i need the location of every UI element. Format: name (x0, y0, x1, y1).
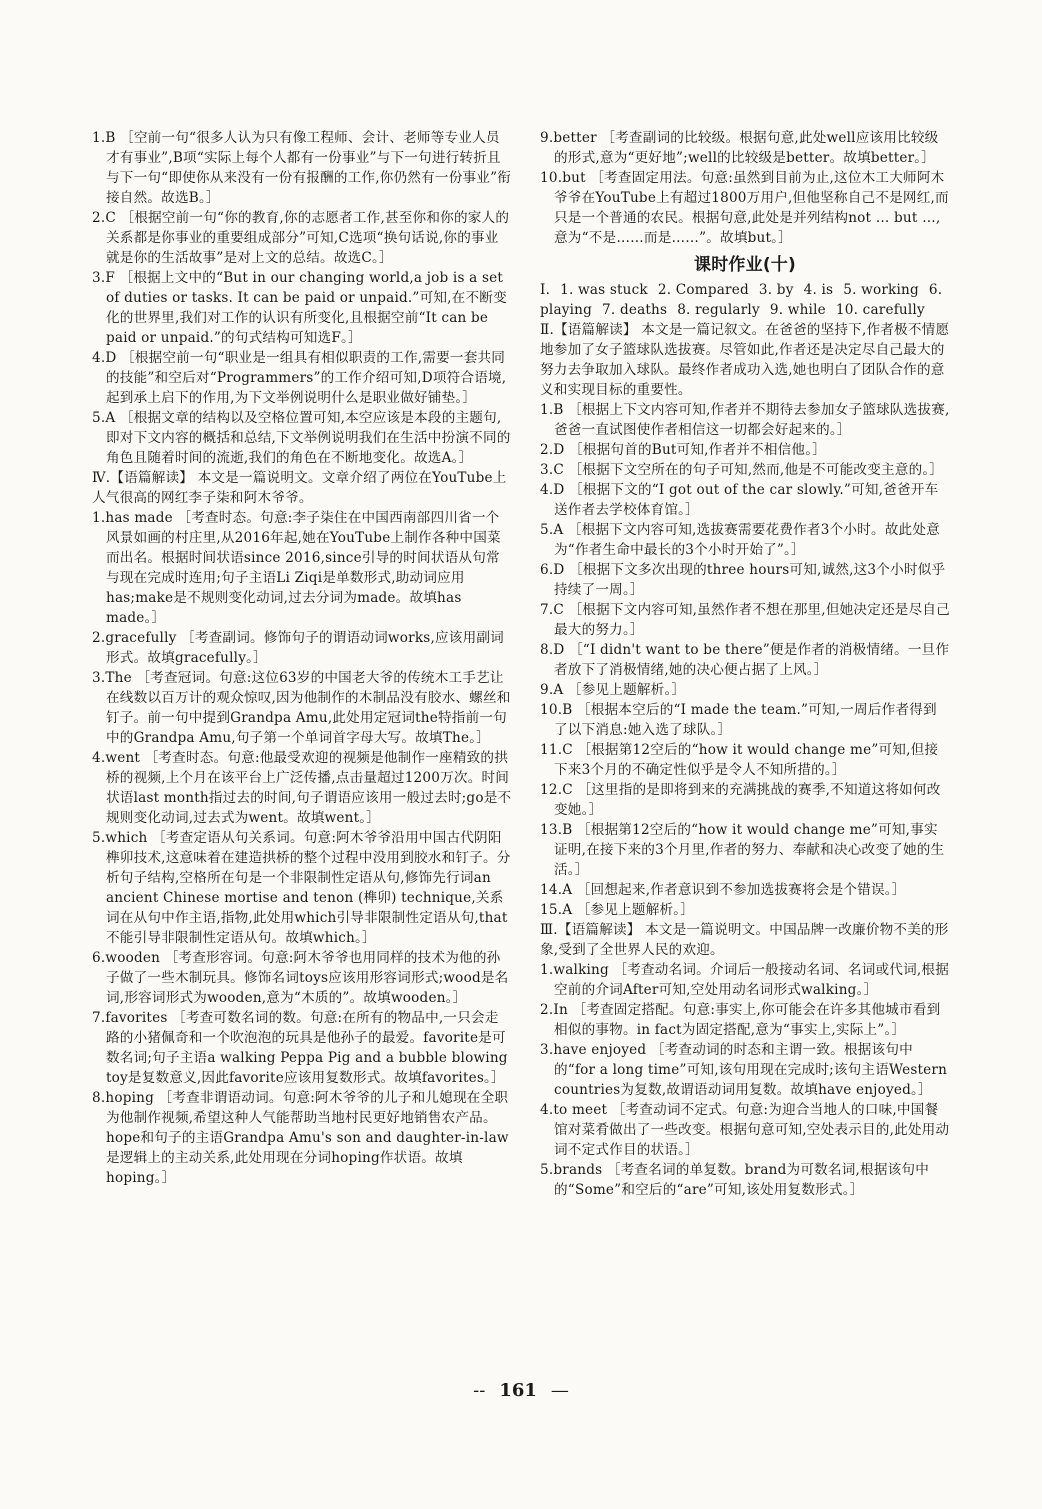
item-number: 2. (92, 210, 106, 226)
item-number: 3. (92, 270, 106, 286)
item-text: 【语篇解读】 本文是一篇记叙文。在爸爸的坚持下,作者极不情愿地参加了女子篮球队选拔赛。尽管如此,作者还是决定尽自己最大的努力去争取加入球队。最终作者成功入选,她也明白了团队合作的意义和实现目标的重要性。 (540, 322, 950, 398)
item-text: have enjoyed ［考查动词的时态和主谓一致。根据该句中的“for a long time”可知,该句用现在完成时;该句主语Western countries为复数,故谓语动词用复数。故填have enjoyed。］ (553, 1042, 948, 1098)
answer-item (92, 828, 512, 948)
item-number: 5. (540, 522, 554, 538)
item-text: C ［根据第12空后的“how it would change me”可知,但接下来3个月的不确定性似乎是令人不知所措的。］ (554, 742, 939, 778)
answer-item (92, 668, 512, 748)
item-text: which ［考查定语从句关系词。句意:阿木爷爷沿用中国古代阴阳榫卯技术,这意味着在建造拱桥的整个过程中没用到胶水和钉子。分析句子结构,空格所在句是一个非限制性定语从句,修饰先行词an ancient Chinese mortise and tenon (榫卯) technique,关系词在从句中作主语,指物,此处用which引导非限制性定语从句,that不能引导非限制性定语从句。故填which。］ (105, 830, 511, 946)
item-number: 6. (92, 950, 106, 966)
page-number-value: 161 (499, 1380, 537, 1401)
answer-item (92, 408, 512, 468)
item-text: B ［根据上下文内容可知,作者并不期待去参加女子篮球队选拔赛,爸爸一直试图使作者相信这一切都会好起来的。］ (553, 402, 950, 438)
answer-item (540, 400, 950, 440)
answer-item (540, 520, 950, 560)
item-number: 3. (92, 670, 106, 686)
answer-word: 8. regularly (677, 302, 760, 318)
passage-intro (540, 920, 950, 960)
answer-word: 10. carefully (835, 302, 925, 318)
answer-item (540, 1000, 950, 1040)
item-number: 3. (540, 462, 554, 478)
item-text: A ［参见上题解析。］ (562, 902, 695, 918)
answer-item (92, 348, 512, 408)
item-number: 15. (540, 902, 563, 918)
item-text: D ［“I didn't want to be there”便是作者的消极情绪。一旦作者放下了消极情绪,她的决心便占据了上风。］ (553, 642, 950, 678)
item-number: 2. (92, 630, 106, 646)
answer-item (92, 268, 512, 348)
item-text: 【语篇解读】 本文是一篇说明文。文章介绍了两位在YouTube上人气很高的网红李子柒和阿木爷爷。 (92, 470, 507, 506)
answer-word: 1. was stuck (560, 282, 648, 298)
answer-item (540, 1040, 950, 1100)
item-number: 4. (92, 750, 106, 766)
item-number: 10. (540, 702, 563, 718)
answer-item (92, 208, 512, 268)
item-number: Ⅳ. (92, 470, 111, 486)
answer-item (540, 960, 950, 1000)
item-number: 5. (92, 830, 106, 846)
item-text: B ［根据本空后的“I made the team.”可知,一周后作者得到了以下消息:她入选了球队。］ (554, 702, 937, 738)
answer-item (540, 700, 950, 740)
item-text: D ［根据下文的“I got out of the car slowly.”可知,爸爸开车送作者去学校体育馆。］ (553, 482, 939, 518)
answer-item (540, 1100, 950, 1160)
item-text: C ［根据空前一句“你的教育,你的志愿者工作,甚至你和你的家人的关系都是你事业的重要组成部分”可知,C选项“换句话说,你的事业就是你的生活故事”是对上文的总结。故选C。］ (105, 210, 510, 266)
item-text: D ［根据空前一句“职业是一组具有相似职责的工作,需要一套共同的技能”和空后对“Programmers”的工作介绍可知,D项符合语境,起到承上启下的作用,为下文举例说明什么是职业做好铺垫。］ (105, 350, 507, 406)
item-number: 1. (540, 962, 554, 978)
item-text: gracefully ［考查副词。修饰句子的谓语动词works,应该用副词形式。故填gracefully。］ (105, 630, 504, 666)
item-text: 【语篇解读】 本文是一篇说明文。中国品牌一改廉价物不美的形象,受到了全世界人民的欢迎。 (540, 922, 949, 958)
item-text: A ［回想起来,作者意识到不参加选拔赛将会是个错误。］ (562, 882, 906, 898)
item-number: 1. (92, 130, 106, 146)
answer-item (92, 948, 512, 1008)
answer-item (540, 168, 950, 248)
answer-item (540, 600, 950, 640)
item-number: 12. (540, 782, 563, 798)
item-text: C ［这里指的是即将到来的充满挑战的赛季,不知道这将如何改变她。］ (554, 782, 941, 818)
item-text: but ［考查固定用法。句意:虽然到目前为止,这位木工大师阿木爷爷在YouTube上有超过1800万用户,但他坚称自己不是网红,而只是一个普通的农民。根据句意,此处是并列结构not … but …,意为“不是……而是……”。故填but。］ (554, 170, 949, 246)
right-column (540, 128, 950, 1200)
answer-item (540, 740, 950, 780)
answer-item (540, 460, 950, 480)
answer-item (92, 1088, 512, 1188)
item-text: A ［参见上题解析。］ (553, 682, 686, 698)
item-number: 11. (540, 742, 563, 758)
answers-roman: Ⅰ. (540, 282, 551, 298)
item-number: 14. (540, 882, 563, 898)
item-number: 2. (540, 1002, 554, 1018)
item-text: In ［考查固定搭配。句意:事实上,你可能会在许多其他城市看到相似的事物。in fact为固定搭配,意为“事实上,实际上”。］ (553, 1002, 941, 1038)
item-number: 8. (92, 1090, 106, 1106)
item-number: 8. (540, 642, 554, 658)
item-text: F ［根据上文中的“But in our changing world,a job is a set of duties or tasks. It can be paid or unpaid.”可知,在不断变化的世界里,我们对工作的认识有所变化,且根据空前“It can be paid or unpaid.”的句式结构可知选F。］ (105, 270, 507, 346)
passage-intro (92, 468, 512, 508)
item-number: Ⅲ. (540, 922, 558, 938)
item-text: C ［根据下文内容可知,虽然作者不想在那里,但她决定还是尽自己最大的努力。］ (553, 602, 950, 638)
item-number: 5. (92, 410, 106, 426)
answer-item (540, 640, 950, 680)
item-number: 1. (540, 402, 554, 418)
item-text: better ［考查副词的比较级。根据句意,此处well应该用比较级的形式,意为“更好地”;well的比较级是better。故填better。］ (553, 130, 939, 166)
passage-intro (540, 320, 950, 400)
answer-item (540, 128, 950, 168)
item-number: 2. (540, 442, 554, 458)
item-text: C ［根据下文空所在的句子可知,然而,他是不可能改变主意的。］ (553, 462, 944, 478)
item-number: 3. (540, 1042, 554, 1058)
answer-item (92, 508, 512, 628)
item-number: 13. (540, 822, 563, 838)
item-text: D ［根据下文多次出现的three hours可知,诚然,这3个小时似乎持续了一周。］ (553, 562, 946, 598)
item-number: 9. (540, 130, 554, 146)
item-text: D ［根据句首的But可知,作者并不相信他。］ (553, 442, 827, 458)
left-column (92, 128, 512, 1188)
answer-word: 6. playing (540, 282, 943, 318)
answer-item (92, 748, 512, 828)
answer-item (92, 128, 512, 208)
item-text: A ［根据文章的结构以及空格位置可知,本空应该是本段的主题句,即对下文内容的概括和总结,下文举例说明我们在生活中扮演不同的角色且随着时间的流逝,我们的角色在不断地变化。故选A。］ (105, 410, 511, 466)
answer-item (540, 1160, 950, 1200)
item-text: The ［考查冠词。句意:这位63岁的中国老大爷的传统木工手艺让在线数以百万计的观众惊叹,因为他制作的木制品没有胶水、螺丝和钉子。前一句中提到Grandpa Amu,此处用定冠词the特指前一句中的Grandpa Amu,句子第一个单词首字母大写。故填The。］ (105, 670, 511, 746)
item-number: 7. (540, 602, 554, 618)
answer-word: 9. while (769, 302, 826, 318)
page-dash-right: — (550, 1380, 569, 1401)
item-number: 4. (540, 482, 554, 498)
item-text: wooden ［考查形容词。句意:阿木爷爷也用同样的技术为他的孙子做了一些木制玩具。修饰名词toys应该用形容词形式;wood是名词,形容词形式为wooden,意为“木质的”。故填wooden。］ (105, 950, 509, 1006)
item-number: 4. (540, 1102, 554, 1118)
right-column-part-1 (540, 128, 950, 248)
item-number: 1. (92, 510, 106, 526)
item-text: went ［考查时态。句意:他最受欢迎的视频是他制作一座精致的拱桥的视频,上个月在该平台上广泛传播,点击量超过1200万次。时间状语last month指过去的时间,句子谓语应该用一般过去时;go是不规则变化动词,过去式为went。故填went。］ (105, 750, 512, 826)
answer-word: 3. by (758, 282, 794, 298)
answer-word: 2. Compared (657, 282, 749, 298)
item-number: 6. (540, 562, 554, 578)
answer-item (540, 560, 950, 600)
answer-word: 5. working (843, 282, 919, 298)
answer-item (540, 780, 950, 820)
item-text: B ［根据第12空后的“how it would change me”可知,事实证明,在接下来的3个月里,作者的努力、奉献和决心改变了她的生活。］ (554, 822, 945, 878)
answer-item (540, 880, 950, 900)
answer-word: 4. is (803, 282, 834, 298)
answer-item (540, 900, 950, 920)
section-heading: 课时作业(十) (694, 255, 796, 275)
item-text: favorites ［考查可数名词的数。句意:在所有的物品中,一只会走路的小猪佩奇和一个吹泡泡的玩具是他孙子的最爱。favorite是可数名词;句子主语a walking Peppa Pig and a bubble blowing toy是复数意义,因此favorite应该用复数形式。故填favorites。］ (105, 1010, 508, 1086)
answer-item (540, 440, 950, 460)
item-text: walking ［考查动名词。介词后一般接动名词、名词或代词,根据空前的介词After可知,空处用动名词形式walking。］ (553, 962, 949, 998)
item-text: A ［根据下文内容可知,选拔赛需要花费作者3个小时。故此处意为“作者生命中最长的3个小时开始了”。］ (553, 522, 940, 558)
answer-item (540, 680, 950, 700)
item-number: 10. (540, 170, 563, 186)
answer-item (92, 1008, 512, 1088)
answer-item (92, 628, 512, 668)
item-text: to meet ［考查动词不定式。句意:为迎合当地人的口味,中国餐馆对菜肴做出了一些改变。根据句意可知,空处表示目的,此处用动词不定式作目的状语。］ (553, 1102, 950, 1158)
item-text: B ［空前一句“很多人认为只有像工程师、会计、老师等专业人员才有事业”,B项“实际上每个人都有一份事业”与下一句进行转折且与下一句“即使你从来没有一份有报酬的工作,你仍然有一份事业”衔接自然。故选B。］ (105, 130, 512, 206)
item-number: 4. (92, 350, 106, 366)
item-number: 5. (540, 1162, 554, 1178)
answer-word: 7. deaths (602, 302, 668, 318)
page-number (0, 1380, 1042, 1401)
item-text: hoping ［考查非谓语动词。句意:阿木爷爷的儿子和儿媳现在全职为他制作视频,希望这种人气能帮助当地村民更好地销售农产品。hope和句子的主语Grandpa Amu's son and daughter-in-law是逻辑上的主动关系,此处用现在分词hoping作状语。故填hoping。］ (105, 1090, 509, 1186)
page-dash-left: -- (473, 1380, 486, 1401)
right-column-part-2 (540, 320, 950, 1200)
item-number: 7. (92, 1010, 106, 1026)
answers-line (540, 280, 950, 320)
item-text: brands ［考查名词的单复数。brand为可数名词,根据该句中的“Some”和空后的“are”可知,该处用复数形式。］ (553, 1162, 929, 1198)
answer-item (540, 820, 950, 880)
item-number: Ⅱ. (540, 322, 554, 338)
item-number: 9. (540, 682, 554, 698)
answer-item (540, 480, 950, 520)
item-text: has made ［考查时态。句意:李子柒住在中国西南部四川省一个风景如画的村庄里,从2016年起,她在YouTube上制作各种中国菜而出名。根据时间状语since 2016,since引导的时间状语从句常与现在完成时连用;句子主语Li Ziqi是单数形式,助动词应用has;make是不规则变化动词,过去分词为made。故填has made。］ (105, 510, 501, 626)
